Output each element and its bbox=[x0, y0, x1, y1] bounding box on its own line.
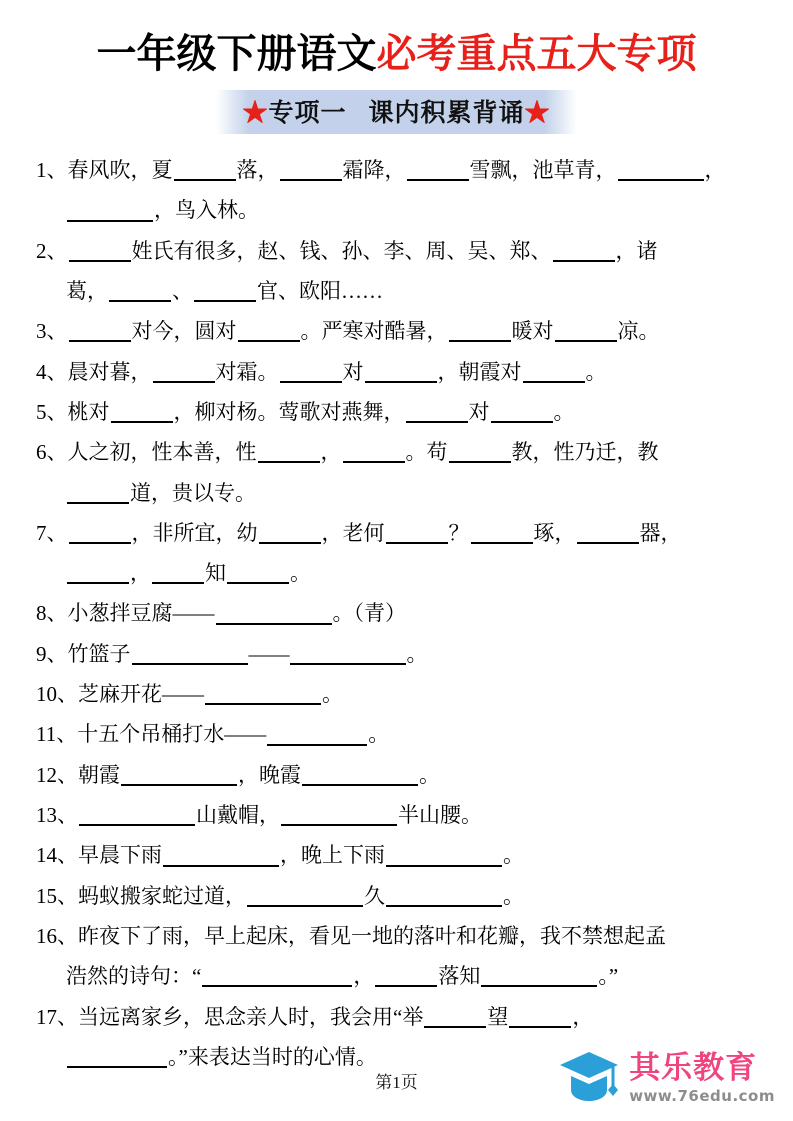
question-text: 2、 bbox=[36, 238, 68, 263]
question-line bbox=[36, 432, 757, 472]
question-line bbox=[36, 271, 757, 311]
question-text: 道，贵以专。 bbox=[130, 480, 256, 505]
question-list bbox=[36, 150, 757, 1077]
question-text: 4、晨对暮， bbox=[36, 359, 152, 384]
answer-blank[interactable] bbox=[577, 520, 639, 544]
question-text: 半山腰。 bbox=[398, 803, 482, 827]
question-text: 。 bbox=[406, 641, 428, 666]
question-text: 。 bbox=[503, 843, 524, 868]
page-header bbox=[0, 0, 793, 76]
logo-name: 其乐教育 bbox=[629, 1050, 758, 1086]
answer-blank[interactable] bbox=[481, 963, 597, 987]
question-text: 8、小葱拌豆腐—— bbox=[36, 601, 215, 626]
section-banner-wrap bbox=[0, 90, 793, 134]
question-line bbox=[36, 593, 757, 633]
answer-blank[interactable] bbox=[259, 520, 321, 544]
question-text: ， bbox=[320, 440, 342, 465]
question-line bbox=[36, 150, 757, 190]
question-text: 久 bbox=[364, 883, 385, 908]
question-text: 知 bbox=[205, 561, 226, 586]
question-text: 浩然的诗句：“ bbox=[66, 964, 202, 989]
answer-blank[interactable] bbox=[67, 480, 129, 504]
question-text: 3、 bbox=[36, 319, 68, 344]
answer-blank[interactable] bbox=[281, 802, 397, 826]
answer-blank[interactable] bbox=[523, 359, 585, 383]
question-text: 11、十五个吊桶打水—— bbox=[36, 722, 267, 747]
answer-blank[interactable] bbox=[121, 762, 237, 786]
question-text: 。 bbox=[585, 359, 607, 384]
answer-blank[interactable] bbox=[365, 359, 437, 383]
section-banner-label-right: 课内积累背诵 bbox=[368, 100, 525, 127]
question-text: 。 bbox=[553, 399, 575, 424]
question-text: 17、当远离家乡，思念亲人时，我会用“举 bbox=[36, 1004, 424, 1029]
star-icon-left: ★ bbox=[242, 100, 269, 127]
question-text: ？ bbox=[448, 520, 470, 545]
question-line bbox=[36, 473, 757, 513]
answer-blank[interactable] bbox=[69, 238, 131, 262]
answer-blank[interactable] bbox=[238, 318, 300, 342]
question-line bbox=[36, 916, 757, 956]
question-text: 对 bbox=[342, 359, 364, 384]
question-text: 6、人之初，性本善，性 bbox=[36, 440, 257, 465]
answer-blank[interactable] bbox=[375, 963, 437, 987]
question-text: 。 bbox=[503, 883, 524, 908]
question-text: 7、 bbox=[36, 520, 68, 545]
question-text: 15、蚂蚁搬家蛇过道， bbox=[36, 883, 246, 908]
section-banner bbox=[216, 90, 576, 134]
question-text: ，晚霞 bbox=[238, 762, 301, 787]
answer-blank[interactable] bbox=[202, 963, 352, 987]
answer-blank[interactable] bbox=[216, 601, 332, 625]
question-line bbox=[36, 674, 757, 714]
question-line bbox=[36, 634, 757, 674]
answer-blank[interactable] bbox=[132, 641, 248, 665]
answer-blank[interactable] bbox=[290, 641, 406, 665]
question-line bbox=[36, 311, 757, 351]
question-text: 9、竹篮子 bbox=[36, 641, 131, 666]
question-line bbox=[36, 231, 757, 271]
answer-blank[interactable] bbox=[111, 399, 173, 423]
question-text: 。严寒对酷暑， bbox=[300, 319, 448, 344]
answer-blank[interactable] bbox=[152, 560, 204, 584]
question-line bbox=[36, 190, 757, 230]
section-banner-label-left: 专项一 bbox=[268, 100, 347, 127]
answer-blank[interactable] bbox=[69, 520, 131, 544]
question-text: 。（青） bbox=[332, 601, 406, 626]
question-line bbox=[36, 835, 757, 875]
answer-blank[interactable] bbox=[67, 1044, 167, 1068]
answer-blank[interactable] bbox=[163, 842, 279, 866]
question-line bbox=[36, 553, 757, 593]
answer-blank[interactable] bbox=[205, 681, 321, 705]
question-text: 琢， bbox=[533, 520, 576, 545]
question-text: 官、欧阳…… bbox=[257, 278, 383, 303]
site-logo bbox=[558, 1048, 775, 1109]
answer-blank[interactable] bbox=[258, 439, 320, 463]
question-text: 对 bbox=[468, 399, 490, 424]
question-text: ， bbox=[130, 561, 151, 586]
question-line bbox=[36, 997, 757, 1037]
question-text: 对霜。 bbox=[215, 359, 279, 384]
answer-blank[interactable] bbox=[509, 1004, 571, 1028]
answer-blank[interactable] bbox=[267, 722, 367, 746]
question-text: 教，性乃迁，教 bbox=[511, 440, 659, 465]
question-line bbox=[36, 714, 757, 754]
answer-blank[interactable] bbox=[194, 278, 256, 302]
question-text: —— bbox=[248, 641, 289, 666]
page-title bbox=[0, 32, 793, 76]
logo-text bbox=[629, 1050, 775, 1105]
question-line bbox=[36, 755, 757, 795]
answer-blank[interactable] bbox=[553, 238, 615, 262]
answer-blank[interactable] bbox=[174, 157, 236, 181]
answer-blank[interactable] bbox=[280, 157, 342, 181]
answer-blank[interactable] bbox=[471, 520, 533, 544]
answer-blank[interactable] bbox=[386, 883, 502, 907]
question-line bbox=[36, 392, 757, 432]
answer-blank[interactable] bbox=[406, 399, 468, 423]
question-text: ，非所宜，幼 bbox=[131, 520, 258, 545]
question-line bbox=[36, 956, 757, 996]
question-text: 16、昨夜下了雨，早上起床，看见一地的落叶和花瓣，我不禁想起孟 bbox=[36, 923, 666, 948]
question-text: 雪飘，池草青， bbox=[469, 158, 617, 182]
question-text: 1、春风吹，夏 bbox=[36, 158, 173, 182]
answer-blank[interactable] bbox=[302, 762, 418, 786]
answer-blank[interactable] bbox=[69, 318, 131, 342]
question-text: 姓氏有很多，赵、钱、孙、李、周、吴、郑、 bbox=[131, 238, 552, 263]
question-text: 器， bbox=[639, 520, 682, 545]
question-text: 。 bbox=[322, 682, 343, 707]
question-line bbox=[36, 352, 757, 392]
question-text: ， bbox=[353, 964, 375, 989]
star-icon-right: ★ bbox=[524, 100, 551, 127]
question-text: ，朝霞对 bbox=[437, 359, 522, 384]
question-text: 落， bbox=[236, 158, 279, 182]
answer-blank[interactable] bbox=[67, 560, 129, 584]
question-text: ， bbox=[572, 1004, 594, 1029]
answer-blank[interactable] bbox=[424, 1004, 486, 1028]
graduation-cap-icon bbox=[558, 1048, 620, 1109]
question-text: 10、芝麻开花—— bbox=[36, 682, 204, 707]
question-text: 落知 bbox=[438, 964, 481, 989]
question-text: ，柳对杨。莺歌对燕舞， bbox=[173, 399, 405, 424]
question-text: ，晚上下雨 bbox=[280, 843, 385, 868]
answer-blank[interactable] bbox=[67, 197, 153, 221]
answer-blank[interactable] bbox=[555, 318, 617, 342]
question-text: 。 bbox=[290, 561, 311, 586]
question-text: ，老何 bbox=[321, 520, 385, 545]
question-text: 望 bbox=[487, 1004, 509, 1029]
answer-blank[interactable] bbox=[153, 359, 215, 383]
question-text: 12、朝霞 bbox=[36, 762, 120, 787]
question-text: 对今，圆对 bbox=[131, 319, 237, 344]
question-text: 。” bbox=[598, 964, 619, 989]
question-text: 霜降， bbox=[342, 158, 406, 182]
logo-url: www.76edu.com bbox=[629, 1087, 775, 1105]
answer-blank[interactable] bbox=[449, 318, 511, 342]
question-text: 暖对 bbox=[511, 319, 554, 344]
answer-blank[interactable] bbox=[386, 520, 448, 544]
question-text: 、 bbox=[172, 278, 193, 303]
answer-blank[interactable] bbox=[449, 439, 511, 463]
page-title-red-part: 必考重点五大专项 bbox=[376, 31, 697, 77]
question-text: ，鸟入林。 bbox=[154, 198, 259, 223]
answer-blank[interactable] bbox=[109, 278, 171, 302]
question-text: 13、 bbox=[36, 803, 78, 827]
page-number: 第1页 bbox=[375, 1073, 418, 1092]
page-title-black-part: 一年级下册语文 bbox=[96, 31, 377, 77]
question-line bbox=[36, 513, 757, 553]
question-text: 葛， bbox=[66, 278, 108, 303]
question-text: 山戴帽， bbox=[196, 803, 280, 827]
answer-blank[interactable] bbox=[618, 157, 704, 181]
question-text: ， bbox=[704, 158, 726, 182]
question-text: 。”来表达当时的心情。 bbox=[168, 1044, 377, 1069]
question-text: 14、早晨下雨 bbox=[36, 843, 162, 868]
answer-blank[interactable] bbox=[227, 560, 289, 584]
question-text: 。苟 bbox=[405, 440, 448, 465]
question-text: 5、桃对 bbox=[36, 399, 110, 424]
question-text: 。 bbox=[368, 722, 390, 747]
question-line bbox=[36, 795, 757, 835]
answer-blank[interactable] bbox=[386, 842, 502, 866]
question-text: ，诸 bbox=[615, 238, 658, 263]
answer-blank[interactable] bbox=[79, 802, 195, 826]
question-text: 凉。 bbox=[617, 319, 660, 344]
question-line bbox=[36, 876, 757, 916]
answer-blank[interactable] bbox=[491, 399, 553, 423]
answer-blank[interactable] bbox=[343, 439, 405, 463]
answer-blank[interactable] bbox=[407, 157, 469, 181]
question-text: 。 bbox=[419, 762, 440, 787]
answer-blank[interactable] bbox=[280, 359, 342, 383]
answer-blank[interactable] bbox=[247, 883, 363, 907]
